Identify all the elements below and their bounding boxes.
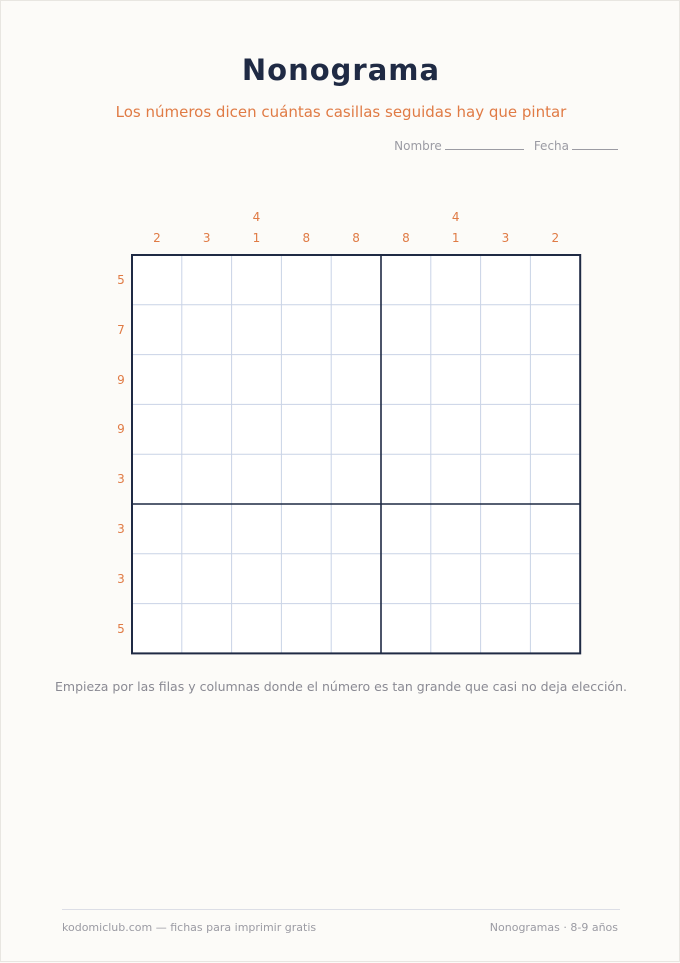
grid-cell[interactable] bbox=[381, 255, 431, 305]
grid-cell[interactable] bbox=[381, 554, 431, 604]
grid-cell[interactable] bbox=[182, 255, 232, 305]
column-clue: 1 bbox=[451, 231, 460, 245]
date-field[interactable] bbox=[572, 139, 618, 150]
grid-cell[interactable] bbox=[331, 504, 381, 554]
column-clue: 8 bbox=[402, 231, 410, 245]
grid-cell[interactable] bbox=[281, 355, 331, 405]
row-clue: 5 bbox=[117, 621, 125, 636]
grid-cell[interactable] bbox=[232, 305, 282, 355]
grid-cell[interactable] bbox=[530, 454, 580, 504]
grid-cell[interactable] bbox=[132, 554, 182, 604]
grid-cell[interactable] bbox=[481, 255, 531, 305]
row-clue: 3 bbox=[117, 472, 125, 487]
column-clue: 2 bbox=[551, 231, 560, 245]
grid-cell[interactable] bbox=[481, 305, 531, 355]
grid-cell[interactable] bbox=[281, 604, 331, 654]
grid-cell[interactable] bbox=[431, 554, 481, 604]
column-clue: 2 bbox=[153, 231, 161, 245]
grid-cell[interactable] bbox=[530, 604, 580, 654]
grid-cell[interactable] bbox=[381, 355, 431, 405]
grid-cell[interactable] bbox=[331, 255, 381, 305]
grid-cell[interactable] bbox=[232, 454, 282, 504]
grid-cell[interactable] bbox=[331, 355, 381, 405]
grid-cell[interactable] bbox=[132, 404, 182, 454]
grid-cell[interactable] bbox=[431, 504, 481, 554]
grid-cell[interactable] bbox=[481, 554, 531, 604]
grid-cell[interactable] bbox=[182, 454, 232, 504]
grid-cell[interactable] bbox=[381, 404, 431, 454]
column-clue: 8 bbox=[302, 231, 311, 245]
grid-cell[interactable] bbox=[132, 305, 182, 355]
grid-cell[interactable] bbox=[381, 504, 431, 554]
footer-series: Nonogramas · 8-9 años bbox=[489, 921, 618, 934]
grid-cell[interactable] bbox=[530, 255, 580, 305]
name-date-fields bbox=[394, 139, 618, 153]
grid-cell[interactable] bbox=[481, 355, 531, 405]
grid-cell[interactable] bbox=[281, 554, 331, 604]
column-clue: 8 bbox=[352, 231, 360, 245]
grid-cell[interactable] bbox=[331, 604, 381, 654]
row-clue: 9 bbox=[117, 372, 125, 387]
grid-cell[interactable] bbox=[481, 454, 531, 504]
row-clue: 5 bbox=[117, 272, 125, 287]
grid-cell[interactable] bbox=[182, 604, 232, 654]
column-clue: 3 bbox=[501, 231, 510, 245]
grid-cell[interactable] bbox=[431, 255, 481, 305]
grid-cell[interactable] bbox=[381, 604, 431, 654]
grid-cell[interactable] bbox=[132, 454, 182, 504]
column-clue: 3 bbox=[202, 231, 211, 245]
grid-cell[interactable] bbox=[132, 355, 182, 405]
grid-cell[interactable] bbox=[381, 454, 431, 504]
grid-cell[interactable] bbox=[530, 305, 580, 355]
grid-cell[interactable] bbox=[331, 454, 381, 504]
grid-cell[interactable] bbox=[182, 504, 232, 554]
grid-cell[interactable] bbox=[132, 255, 182, 305]
grid-cell[interactable] bbox=[132, 504, 182, 554]
grid-cell[interactable] bbox=[281, 454, 331, 504]
grid-cell[interactable] bbox=[530, 554, 580, 604]
grid-cell[interactable] bbox=[281, 305, 331, 355]
grid-cell[interactable] bbox=[182, 554, 232, 604]
grid-cell[interactable] bbox=[331, 305, 381, 355]
grid-cell[interactable] bbox=[481, 604, 531, 654]
grid-cell[interactable] bbox=[331, 404, 381, 454]
grid-cell[interactable] bbox=[281, 504, 331, 554]
page-title: Nonograma bbox=[241, 53, 441, 87]
grid-cell[interactable] bbox=[182, 355, 232, 405]
footer-divider bbox=[62, 909, 620, 910]
page-subtitle: Los números dicen cuántas casillas seguidas hay que pintar bbox=[115, 103, 567, 121]
grid-cell[interactable] bbox=[232, 404, 282, 454]
grid-cell[interactable] bbox=[530, 404, 580, 454]
grid-cell[interactable] bbox=[182, 305, 232, 355]
column-clue: 4 bbox=[252, 210, 261, 224]
grid-cell[interactable] bbox=[481, 504, 531, 554]
grid-cell[interactable] bbox=[431, 454, 481, 504]
grid-cell[interactable] bbox=[232, 255, 282, 305]
column-clue: 4 bbox=[451, 210, 460, 224]
grid-cell[interactable] bbox=[431, 404, 481, 454]
grid-cell[interactable] bbox=[281, 255, 331, 305]
grid-cell[interactable] bbox=[232, 604, 282, 654]
date-label: Fecha bbox=[533, 139, 569, 153]
grid-cell[interactable] bbox=[232, 355, 282, 405]
grid-cell[interactable] bbox=[530, 355, 580, 405]
grid-cell[interactable] bbox=[431, 305, 481, 355]
row-clue: 3 bbox=[117, 521, 125, 536]
grid-cell[interactable] bbox=[281, 404, 331, 454]
grid-cell[interactable] bbox=[431, 355, 481, 405]
grid-cell[interactable] bbox=[182, 404, 232, 454]
name-label: Nombre bbox=[394, 139, 442, 153]
name-field[interactable] bbox=[445, 139, 524, 150]
hint-text: Empieza por las filas y columnas donde el número es tan grande que casi no deja elección. bbox=[55, 679, 627, 694]
column-clue: 1 bbox=[252, 231, 261, 245]
grid-cell[interactable] bbox=[431, 604, 481, 654]
grid-cell[interactable] bbox=[232, 504, 282, 554]
grid-cell[interactable] bbox=[381, 305, 431, 355]
grid-cell[interactable] bbox=[481, 404, 531, 454]
grid-cell[interactable] bbox=[331, 554, 381, 604]
row-clue: 9 bbox=[117, 422, 125, 437]
footer-site: kodomiclub.com — fichas para imprimir gratis bbox=[62, 921, 317, 934]
grid-cell[interactable] bbox=[530, 504, 580, 554]
row-clue: 3 bbox=[117, 571, 125, 586]
grid-cell[interactable] bbox=[232, 554, 282, 604]
row-clue: 7 bbox=[117, 322, 125, 337]
grid-cell[interactable] bbox=[132, 604, 182, 654]
